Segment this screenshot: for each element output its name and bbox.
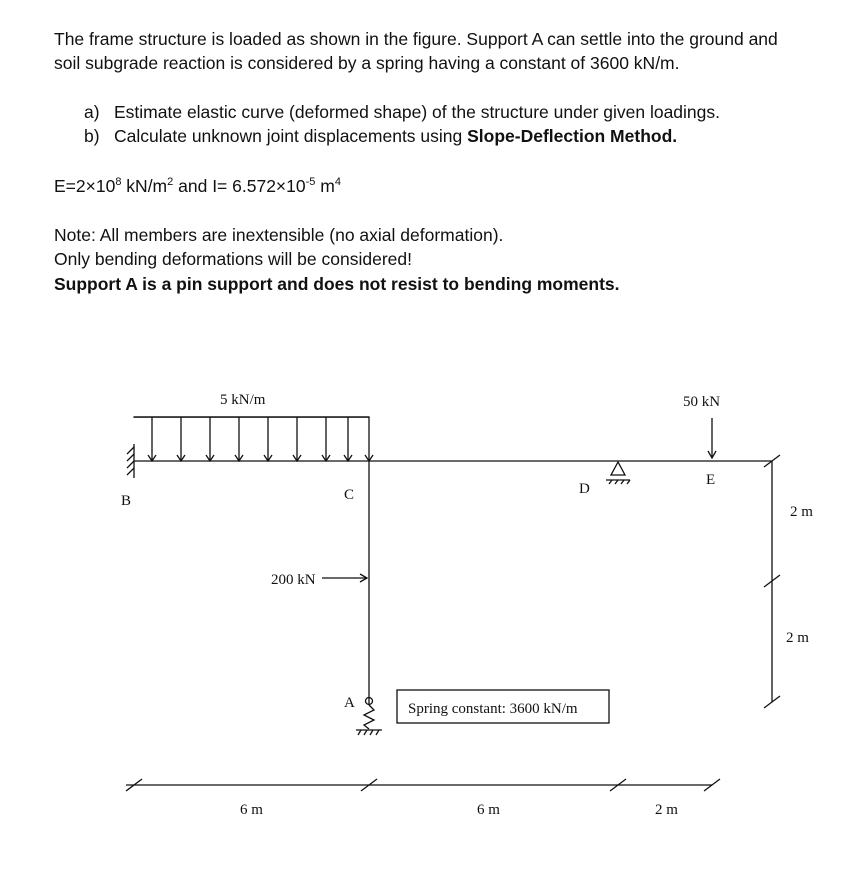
dim-height-1: 2 m	[790, 504, 813, 520]
e-unit: kN/m	[121, 176, 168, 196]
horizontal-load-arrow	[322, 574, 367, 582]
problem-line-2: soil subgrade reaction is considered by a spring having a constant of 3600 kN/m.	[54, 53, 680, 73]
roller-support-d	[606, 462, 630, 484]
i-unit-exp: 4	[334, 176, 341, 189]
note-1: Note: All members are inextensible (no axial deformation).	[54, 225, 504, 245]
node-e-label: E	[706, 472, 716, 488]
dim-span-2: 6 m	[477, 802, 500, 818]
horizontal-dimension	[126, 779, 720, 791]
task-a-label: a)	[84, 102, 100, 122]
point-load-e-arrow	[708, 418, 716, 458]
note-3: Support A is a pin support and does not resist to bending moments.	[54, 274, 620, 294]
horizontal-load-label: 200 kN	[271, 572, 316, 588]
node-c-label: C	[344, 487, 355, 503]
node-b-label: B	[121, 493, 132, 509]
task-b-text: Calculate unknown joint displacements using	[114, 126, 468, 146]
distributed-load-label: 5 kN/m	[220, 392, 266, 408]
distributed-load	[134, 417, 373, 461]
vertical-dimension	[764, 455, 780, 708]
note-2: Only bending deformations will be considered!	[54, 249, 412, 269]
dim-span-3: 2 m	[655, 802, 678, 818]
task-b-bold: Slope-Deflection Method.	[467, 126, 678, 146]
fixed-support-b	[127, 444, 134, 478]
spring-box-label: Spring constant: 3600 kN/m	[408, 701, 578, 717]
i-prefix: and I= 6.572×10	[173, 176, 306, 196]
i-exp: -5	[305, 176, 316, 189]
e-exp: 8	[115, 176, 122, 189]
point-load-label: 50 kN	[683, 394, 721, 410]
i-unit: m	[315, 176, 335, 196]
problem-line-1: The frame structure is loaded as shown in the figure. Support A can settle into the ground and	[54, 29, 778, 49]
dim-span-1: 6 m	[240, 802, 263, 818]
task-a-text: Estimate elastic curve (deformed shape) of the structure under given loadings.	[114, 102, 721, 122]
node-d-label: D	[579, 481, 590, 497]
dim-height-2: 2 m	[786, 630, 809, 646]
node-a-label: A	[344, 695, 355, 711]
e-prefix: E=2×10	[54, 176, 116, 196]
e-unit-exp: 2	[167, 176, 174, 189]
task-b-label: b)	[84, 126, 100, 146]
